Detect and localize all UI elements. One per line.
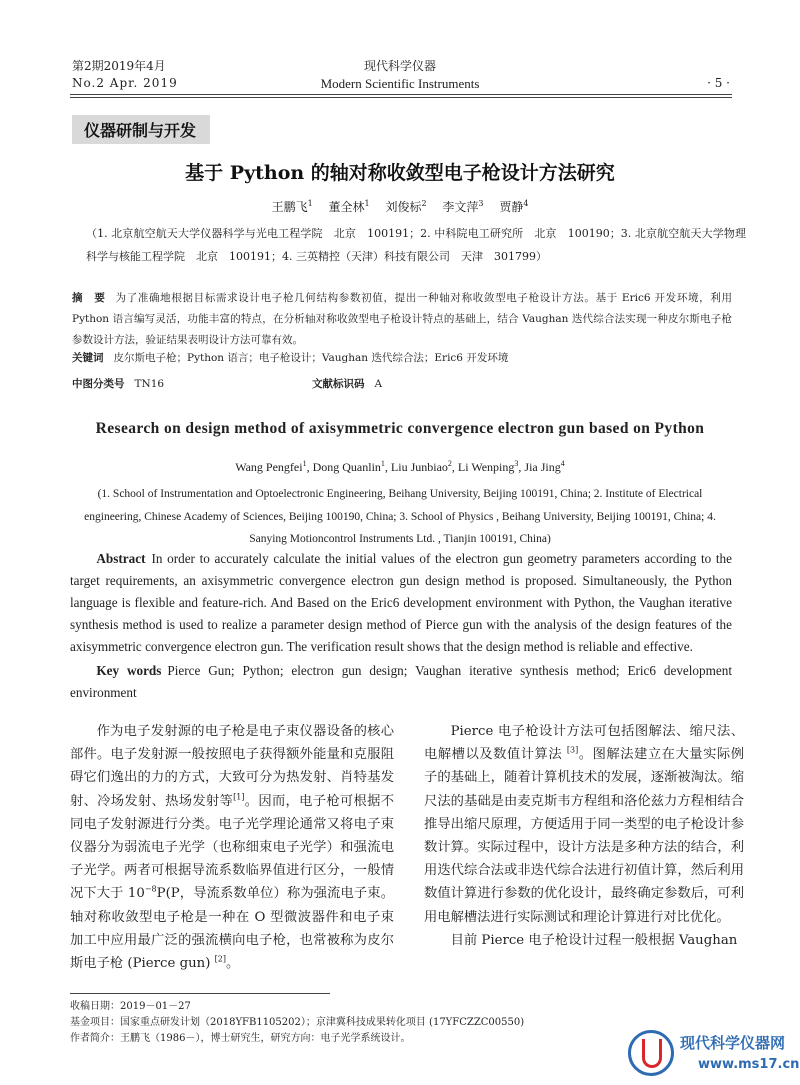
paragraph: 作为电子发射源的电子枪是电子束仪器设备的核心部件。电子发射源一般按照电子获得额外能量和克服阻碍它们逸出的力的方式，大致可分为热发射、肖特基发射、冷场发射、热场发射等[1]。因而，电子枪可根据不同电子发射源进行分类。电子光学理论通常又将电子束仪器分为弱流电子光学（也称细束电子光学）和强流电子光学。两者可根据导流系数临界值进行区分，一般情况下大于 $10^{-8}P(P$，导流系数单位）称为强流电子束。轴对称收敛型电子枪是一种在 O 型微波器件和电子束加工中应用最广泛的强流横向电子枪，也常被称为皮尔斯电子枪 (Pierce gun) [2]。	[70, 724, 394, 972]
paragraph: Pierce 电子枪设计方法可包括图解法、缩尺法、电解槽以及数值计算法 [3]。图解法建立在大量实际例子的基础上，随着计算机技术的发展，逐渐被淘汰。缩尺法的基础是由麦克斯韦方程组和洛伦兹力方程相结合推导出缩尺原理，方便适用于同一类型的电子枪设计参数计算。实际过程中，设计方法是多种方法的结合，利用迭代综合法或非迭代综合法进行初值计算，然后利用数值计算进行参数的优化设计，最终确定参数后，可利用电解槽法进行实际测试和理论计算进行对比优化。	[424, 724, 745, 925]
author: 王鹏飞$^1$	[271, 199, 313, 214]
keywords-en-label: Key words	[96, 663, 162, 678]
journal-cn: 现代科学仪器	[363, 59, 436, 73]
abstract-cn	[72, 288, 732, 351]
author: 刘俊标$^2$	[385, 199, 427, 214]
author-list-en: Wang Pengfei$^1$, Dong Quanlin$^1$, Liu Junbiao$^2$, Li Wenping$^3$, Jia Jing$^4$	[235, 459, 565, 474]
abstract-en-text: In order to accurately calculate the initial values of the electron gun geometry parameters according to the target requirements, an axisymmetric convergence electron gun design method is proposed. Simultaneously, the Python language is flexible and feature-rich. And Based on the Eric6 development environment with Python, the Vaughan iterative synthesis method is used to realize a parameter design method of Pierce gun with the analysis of the design features of the axisymmetric convergence electron gun. The verification result shows that the design method is reliable and effective.	[70, 551, 732, 654]
issue-en: No.2 Apr. 2019	[72, 76, 178, 90]
keywords-en	[70, 660, 732, 704]
keywords-cn-text: 皮尔斯电子枪；Python 语言；电子枪设计；Vaughan 迭代综合法；Eric6 开发环境	[113, 352, 509, 364]
footnote-funding: 基金项目：国家重点研发计划（2018YFB1105202）；京津冀科技成果转化项目 (17YFCZZC00550)	[70, 1017, 525, 1028]
article-title: 基于 Python 的轴对称收敛型电子枪设计方法研究	[185, 162, 615, 184]
keywords-cn-label: 关键词	[72, 352, 104, 364]
abstract-cn-label: 摘 要	[72, 292, 106, 304]
watermark-name: 现代科学仪器网	[680, 1034, 786, 1052]
page-number: · 5 ·	[707, 76, 730, 90]
header-divider-2	[70, 97, 732, 98]
body-column-right	[424, 720, 744, 952]
section-tag: 仪器研制与开发	[72, 115, 210, 144]
running-header-journal	[0, 58, 800, 92]
author: 董全林$^1$	[328, 199, 370, 214]
abstract-en	[70, 548, 732, 658]
keywords-en-text: Pierce Gun; Python; electron gun design; Vaughan iterative synthesis method; Eric6 development environment	[70, 663, 732, 700]
classification-number: 中图分类号 TN16	[72, 378, 165, 390]
journal-en: Modern Scientific Instruments	[320, 76, 480, 91]
author-list	[0, 198, 800, 215]
document-code: 文献标识码 A	[312, 378, 383, 390]
author: 李文萍$^3$	[442, 199, 484, 214]
header-divider	[70, 94, 732, 95]
affiliations-cn: （1. 北京航空航天大学仪器科学与光电工程学院 北京 100191；2. 中科院电工研究所 北京 100190；3. 北京航空航天大学物理科学与核能工程学院 北京 100191；4. 三英精控（天津）科技有限公司 天津 301799）	[86, 227, 746, 263]
paragraph: 目前 Pierce 电子枪设计过程一般根据 Vaughan	[450, 932, 738, 948]
keywords-cn	[72, 350, 732, 365]
abstract-en-label: Abstract	[96, 551, 146, 566]
footnote-received: 收稿日期：2019－01－27	[70, 1001, 191, 1012]
footnote-divider	[70, 993, 330, 994]
affiliations-en: (1. School of Instrumentation and Optoelectronic Engineering, Beihang University, Beijing 100191, China; 2. Institute of Electrical engineering, Chinese Academy of Sciences, Beijing 100190, China; 3. School of Physics , Beihang University, Beijing 100191, China; 4. Sanying Motioncontrol Instruments Ltd. , Tianjin 100191, China)	[84, 488, 716, 545]
body-column-left	[70, 720, 394, 975]
watermark-logo	[628, 1022, 800, 1082]
article-title-en: Research on design method of axisymmetric convergence electron gun based on Python	[95, 420, 705, 437]
footnotes	[70, 999, 524, 1047]
abstract-cn-text: 为了准确地根据目标需求设计电子枪几何结构参数初值，提出一种轴对称收敛型电子枪设计方法。基于 Eric6 开发环境，利用 Python 语言编写灵活，功能丰富的特点，在分析轴对称收敛型电子枪设计特点的基础上，结合 Vaughan 迭代综合法实现一种皮尔斯电子枪参数设计方法，验证结果表明设计方法可靠有效。	[72, 292, 733, 346]
issue-cn: 第2期2019年4月	[72, 59, 166, 73]
watermark-url: www.ms17.cn	[698, 1057, 800, 1072]
footnote-author-bio: 作者简介：王鹏飞（1986－），博士研究生，研究方向：电子光学系统设计。	[70, 1033, 411, 1044]
logo-icon	[628, 1030, 674, 1076]
author: 贾静$^4$	[499, 199, 529, 214]
